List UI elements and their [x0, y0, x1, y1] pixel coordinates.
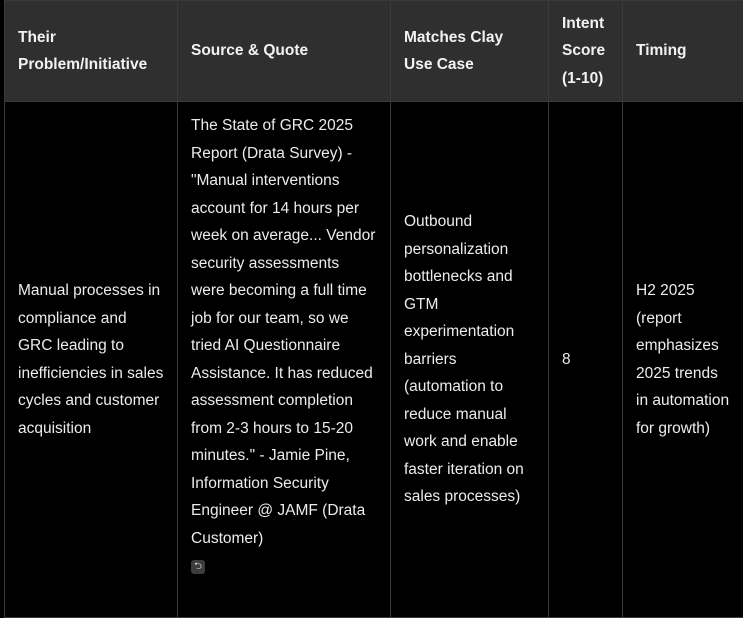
cell-timing: H2 2025 (report emphasizes 2025 trends in automation for growth)	[623, 102, 743, 618]
header-problem: Their Problem/Initiative	[5, 1, 178, 102]
header-source-quote: Source & Quote	[178, 1, 391, 102]
cell-problem: Manual processes in compliance and GRC leading to inefficiencies in sales cycles and customer acquisition	[5, 102, 178, 618]
header-use-case: Matches Clay Use Case	[391, 1, 549, 102]
cell-source-quote	[178, 102, 391, 618]
header-intent-score: Intent Score (1-10)	[549, 1, 623, 102]
table-row	[5, 102, 743, 618]
intent-table	[4, 0, 743, 618]
table-header	[5, 1, 743, 102]
cell-intent-score: 8	[549, 102, 623, 618]
cell-use-case: Outbound personalization bottlenecks and GTM experimentation barriers (automation to reduce manual work and enable faster iteration on sales processes)	[391, 102, 549, 618]
link-icon[interactable]: ⮌	[191, 560, 205, 574]
table-body	[5, 102, 743, 618]
header-timing: Timing	[623, 1, 743, 102]
header-row	[5, 1, 743, 102]
source-quote-text: The State of GRC 2025 Report (Drata Survey) - "Manual interventions account for 14 hours per week on average... Vendor security assessments were becoming a full time job for our team, so we tried AI Questionnaire Assistance. It has reduced assessment completion from 2-3 hours to 15-20 minutes." - Jamie Pine, Information Security Engineer @ JAMF (Drata Customer)	[191, 117, 375, 547]
